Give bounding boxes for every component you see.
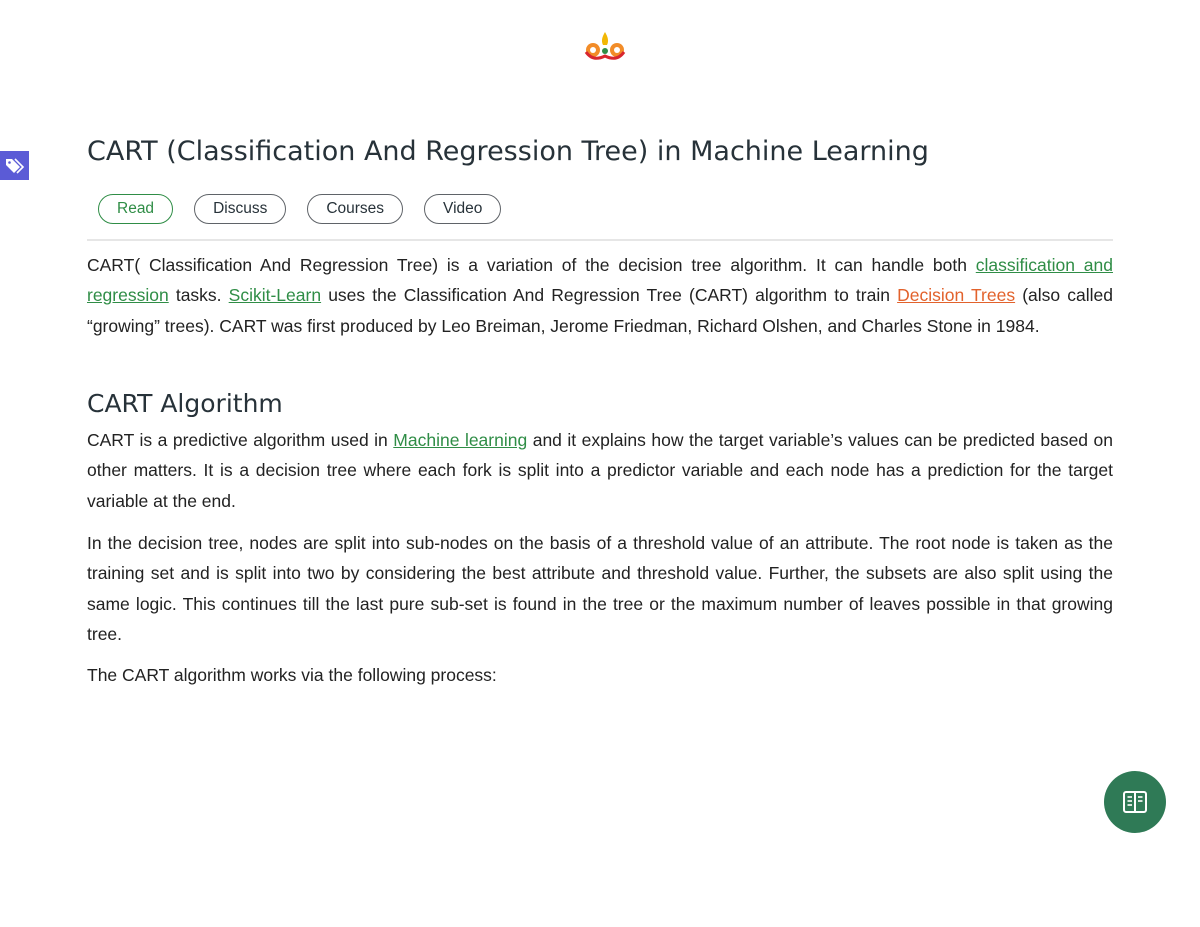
link-decision-trees[interactable]: Decision Trees [897, 285, 1016, 306]
reader-icon [1121, 788, 1149, 816]
tag-icon [5, 157, 25, 175]
article-tabs [98, 194, 501, 224]
para2-text-2: and it explains how the target variable’s values can be predicted based on other matters. It is a decision tree where each fork is split into a predictor variable and each node has a prediction for the target variable at the end. [87, 430, 1114, 511]
reader-mode-button[interactable] [1104, 771, 1166, 833]
para2-text-1: CART is a predictive algorithm used in [87, 430, 394, 450]
paragraph-decision-tree-split: In the decision tree, nodes are split into sub-nodes on the basis of a threshold value of an attribute. The root node is taken as the training set and is split into two by considering the best attribute and threshold value. Further, the subsets are also split using the same logic. This continues till the last pure sub-set is found in the tree or the maximum number of leaves possible in that growing tree. [87, 533, 1113, 644]
link-machine-learning[interactable]: Machine learning [393, 430, 528, 450]
tag-badge[interactable] [0, 151, 29, 180]
tab-courses[interactable]: Courses [307, 194, 403, 224]
tab-video[interactable]: Video [424, 194, 501, 224]
section-heading: CART Algorithm [87, 389, 283, 418]
intro-text-4: (also called “growing” trees). CART was first produced by Leo Breiman, Jerome Friedman, Richard Olshen, and Charles Stone in 1984. [87, 285, 1113, 336]
link-scikit-learn[interactable]: Scikit-Learn [228, 285, 322, 306]
tab-discuss[interactable]: Discuss [194, 194, 286, 224]
intro-text-2: tasks. [168, 285, 229, 306]
page-title: CART (Classification And Regression Tree) in Machine Learning [87, 136, 929, 167]
paragraph-process-intro: The CART algorithm works via the following process: [87, 665, 497, 685]
site-logo[interactable] [583, 30, 627, 66]
divider [87, 239, 1113, 241]
intro-text-3: uses the Classification And Regression Tree (CART) algorithm to train [321, 285, 898, 306]
tab-read[interactable]: Read [98, 194, 173, 224]
intro-paragraph [87, 250, 1113, 341]
paragraph-cart-predictive [87, 425, 1113, 516]
intro-text-1: CART( Classification And Regression Tree) is a variation of the decision tree algorithm. It can handle both [87, 255, 976, 275]
link-classification-and-regression[interactable]: classification and regression [87, 255, 1113, 306]
